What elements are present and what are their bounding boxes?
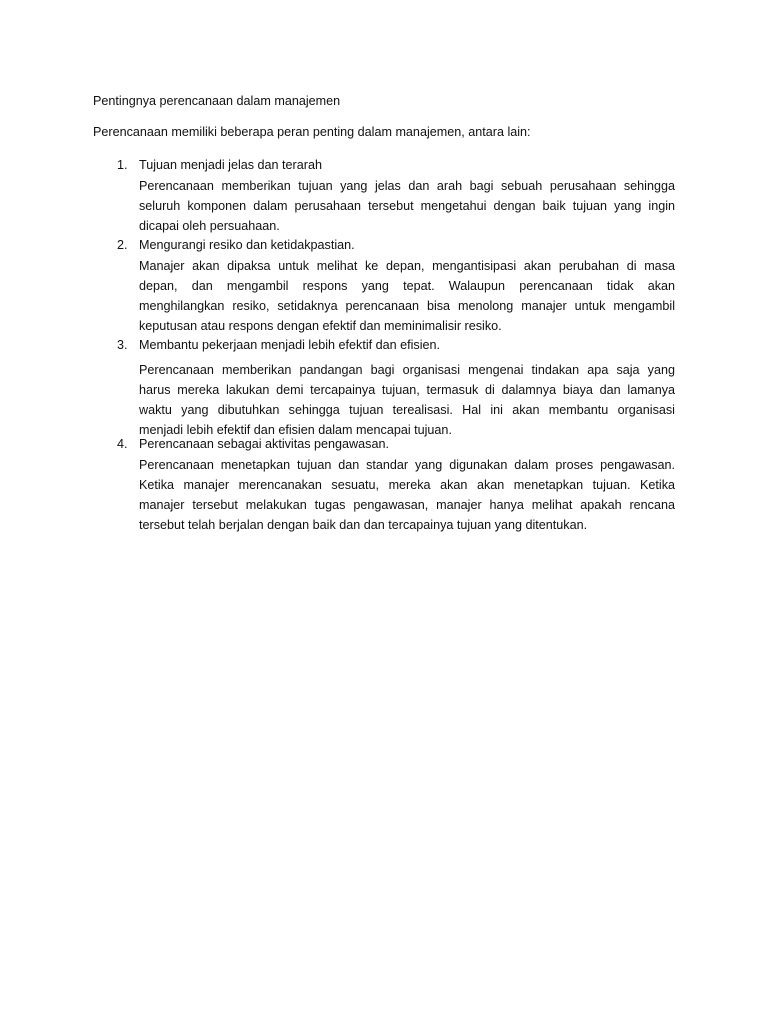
list-number: 2. [117, 238, 128, 252]
list-item-body [139, 362, 675, 442]
list-number: 4. [117, 437, 128, 451]
body-line: Ketika manajer merencanakan sesuatu, mereka akan akan menetapkan tujuan. Ketika [139, 478, 675, 492]
intro-paragraph: Perencanaan memiliki beberapa peran penting dalam manajemen, antara lain: [93, 125, 531, 139]
list-item-body [139, 457, 675, 537]
body-line: menghilangkan resiko, setidaknya perencanaan bisa menolong manajer untuk mengambil [139, 299, 675, 313]
list-item-body [139, 178, 675, 238]
body-line: keputusan atau respons dengan efektif dan meminimalisir resiko. [139, 319, 502, 333]
body-line: Perencanaan menetapkan tujuan dan standar yang digunakan dalam proses pengawasan. [139, 458, 675, 472]
body-line: tersebut telah berjalan dengan baik dan dan tercapainya tujuan yang ditentukan. [139, 518, 588, 532]
list-item-heading: Perencanaan sebagai aktivitas pengawasan. [139, 437, 389, 451]
body-line: Perencanaan memberikan pandangan bagi organisasi mengenai tindakan apa saja yang [139, 363, 675, 377]
body-line: harus mereka lakukan demi tercapainya tujuan, termasuk di dalamnya biaya dan lamanya [139, 383, 675, 397]
list-item-body [139, 258, 675, 338]
body-line: Manajer akan dipaksa untuk melihat ke depan, mengantisipasi akan perubahan di masa [139, 259, 675, 273]
list-item-heading: Mengurangi resiko dan ketidakpastian. [139, 238, 355, 252]
list-number: 3. [117, 338, 128, 352]
document-title: Pentingnya perencanaan dalam manajemen [93, 94, 341, 108]
body-line: Perencanaan memberikan tujuan yang jelas dan arah bagi sebuah perusahaan sehingga [139, 179, 675, 193]
body-line: depan, dan mengambil respons yang tepat. Walaupun perencanaan tidak akan [139, 279, 675, 293]
list-number: 1. [117, 158, 128, 172]
list-item-heading: Membantu pekerjaan menjadi lebih efektif dan efisien. [139, 338, 441, 352]
body-line: waktu yang dibutuhkan sehingga tujuan terealisasi. Hal ini akan membantu organisasi [139, 403, 675, 417]
body-line: menjadi lebih efektif dan efisien dalam mencapai tujuan. [139, 423, 452, 437]
body-line: dicapai oleh persuahaan. [139, 219, 280, 233]
list-item-heading: Tujuan menjadi jelas dan terarah [139, 158, 322, 172]
body-line: manajer tersebut melakukan tugas pengawasan, manajer hanya melihat apakah rencana [139, 498, 675, 512]
body-line: seluruh komponen dalam perusahaan tersebut mengetahui dengan baik tujuan yang ingin [139, 199, 675, 213]
